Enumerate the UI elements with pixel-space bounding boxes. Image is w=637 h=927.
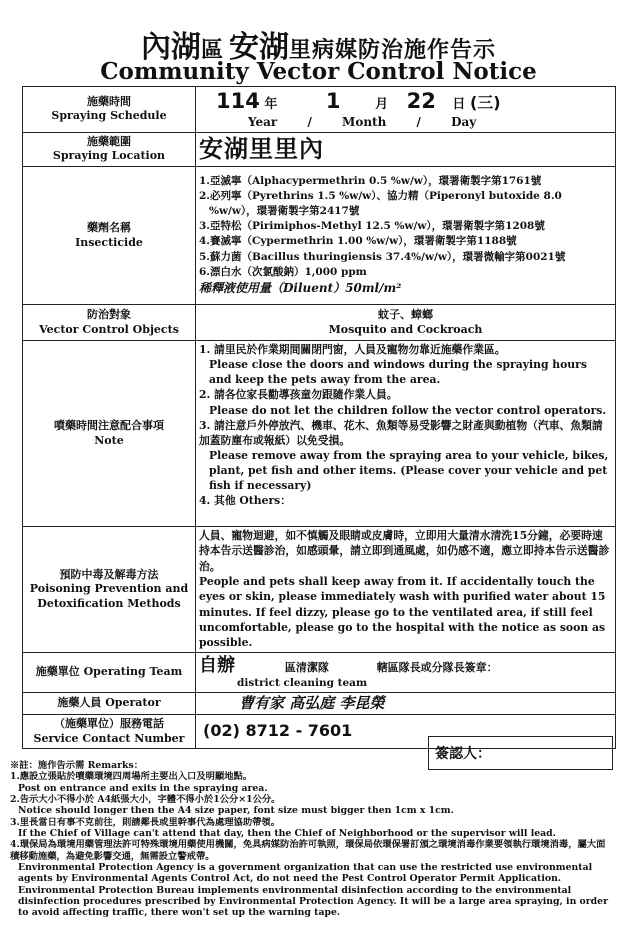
remark-4-cn: 4.環保局為環境用藥管理法許可特殊環境用藥使用機關，免具病媒防治許可執照，環保局依環保署訂頒之環境消毒作業要領執行環境消毒，屬大面積移動施藥，為避免影響交通，無需設立警戒帶。 [10,839,606,862]
poison-label [23,527,196,653]
poison-label-en2: Detoxification Methods [37,596,181,610]
note-2-cn: 2. 請各位家長勸導孩童勿跟隨作業人員。 [199,388,398,402]
day-en: Day [451,115,477,130]
operating-value-2: 轄區隊長或分隊長簽章： [376,660,498,674]
poison-en: People and pets shall keep away from it. If accidentally touch the eyes or skin, please immediately wash with purified water about 15 minutes. If feel dizzy, please go to the ventilated area, if still feel uncomfortable, please go to the hospital with the notice as soon as possible. [199,575,606,650]
poison-cn: 人員、寵物迴避，如不慎觸及眼睛或皮膚時，立即用大量清水清洗15分鐘，必要時速持本告示送醫診治，如感頭暈，請立即到通風處，如仍感不適，應立即持本告示送醫診治。 [199,529,610,573]
day-cn: 日 [452,97,466,112]
month-cn: 月 [375,97,389,112]
location-value [196,132,616,166]
schedule-label [23,87,196,133]
insecticide-label-en: Insecticide [75,235,143,249]
note-label-en: Note [94,433,124,447]
insecticide-label [23,167,196,305]
objects-value-en: Mosquito and Cockroach [328,322,483,336]
sep-2: / [416,115,421,130]
location-handwritten: 安湖里里內 [199,134,324,163]
sep-1: / [307,115,312,130]
signature-label: 簽認人： [435,746,491,762]
operating-handwritten: 自辦 [199,654,235,676]
village-handwritten: 安湖 [229,30,290,65]
operator-value [196,692,616,715]
notice-title-cn: 里病媒防治施作告示 [289,37,497,63]
insecticide-item: 1.亞滅寧（Alphacypermethrin 0.5 %w/w），環署衛製字第1761號 [199,174,542,187]
remark-4-en: Environmental Protection Agency is a government organization that can use the restricted use environmental agents by Environmental Agents Control Act, do not need the Pest Control Operator Permit Application. Environmental Protection Bureau implements environmental disinfection according to the environmental disinfection procedures prescribed by Environmental Protection Agency. It will be a large area spraying, in order to avoid affecting traffic, there won't set up the warning tape. [18,861,608,919]
location-row [23,132,616,166]
year-handwritten: 114 [216,89,260,113]
note-4: 4. 其他 Others： [199,494,292,508]
poison-row [23,527,616,653]
note-3-cn: 3. 請注意戶外停放汽、機車、花木、魚類等易受影響之財產與動植物（汽車、魚類請加蓋防塵布或報紙）以免受損。 [199,418,603,447]
notice-table [22,86,616,749]
operating-value [196,652,616,692]
note-label [23,341,196,527]
month-handwritten: 1 [325,89,341,113]
note-label-cn: 噴藥時間注意配合事項 [54,419,164,433]
operating-value-en: district cleaning team [237,677,368,690]
schedule-label-en: Spraying Schedule [51,109,167,123]
contact-label-en: Service Contact Number [33,731,185,745]
operating-value-1: 區清潔隊 [284,660,329,674]
remarks-title: ※註：施作告示需 Remarks： [10,760,143,771]
operator-names-handwritten: 曹有家 高弘庭 李昆榮 [239,693,385,712]
objects-value [196,305,616,341]
weekday-handwritten: (三) [469,93,501,112]
insecticide-item: %w/w），環署衛製字第2417號 [209,205,360,218]
schedule-value [196,87,616,133]
insecticide-item: 5.蘇力菌（Bacillus thuringiensis 37.4%/w/w），環署微輸字第0021號 [199,250,566,263]
note-3-en: Please remove away from the spraying area to your vehicle, bikes, plant, pet fish and other items. (Please cover your vehicle and pet fish if necessary) [209,448,609,493]
day-handwritten: 22 [406,89,436,113]
remarks-section [10,760,610,919]
poison-label-en1: Poisoning Prevention and [29,582,189,596]
operator-row [23,692,616,715]
insecticide-item: 6.漂白水（次氯酸鈉）1,000 ppm [199,265,367,278]
note-row [23,341,616,527]
location-label [23,132,196,166]
location-label-cn: 施藥範圍 [87,135,131,149]
poison-label-cn: 預防中毒及解毒方法 [59,567,159,581]
objects-value-cn: 蚊子、蟑螂 [378,308,433,322]
note-2-en: Please do not let the children follow the vector control operators. [209,403,607,417]
year-en: Year [248,115,278,130]
remark-2-cn: 2.告示大小不得小於 A4紙張大小，字體不得小於1公分×1公分。 [10,793,281,805]
operating-label: 施藥單位 Operating Team [23,652,196,692]
note-value [196,341,616,527]
insecticide-item: 2.必列寧（Pyrethrins 1.5 %w/w）、協力精（Piperonyl butoxide 8.0 [199,189,562,202]
schedule-row [23,87,616,133]
poison-value [196,527,616,653]
note-1-en: Please close the doors and windows during the spraying hours and keep the pets away from the area. [209,358,587,387]
diluent-amount: 稀釋液使用量（Diluent）50ml/m² [199,281,402,296]
insecticide-item: 3.亞特松（Pirimiphos-Methyl 12.5 %w/w），環署衛製字第1208號 [199,220,545,233]
objects-label-en: Vector Control Objects [39,322,179,336]
district-handwritten: 內湖 [140,30,201,65]
objects-label-cn: 防治對象 [87,308,131,322]
contact-label [23,715,196,749]
operator-label: 施藥人員 Operator [23,692,196,715]
remark-2-en: Notice should longer then the A4 size paper, font size must bigger then 1cm x 1cm. [18,805,454,817]
insecticide-item: 4.賽滅寧（Cypermethrin 1.00 %w/w），環署衛製字第1188號 [199,235,517,248]
contact-label-cn: （施藥單位）服務電話 [54,717,164,731]
insecticide-list [196,167,616,305]
objects-row [23,305,616,341]
location-label-en: Spraying Location [52,149,166,163]
month-en: Month [342,115,387,130]
insecticide-label-cn: 藥劑名稱 [87,221,131,235]
year-cn: 年 [264,97,278,112]
insecticide-row [23,167,616,305]
remark-1-cn: 1.應設立張貼於噴藥環境四周場所主要出入口及明顯地點。 [10,771,253,783]
schedule-label-cn: 施藥時間 [87,95,131,109]
notice-title-en: Community Vector Control Notice [100,58,537,85]
remark-1-en: Post on entrance and exits in the spraying area. [18,782,268,794]
note-1-cn: 1. 請里民於作業期間關閉門窗，人員及寵物勿靠近施藥作業區。 [199,343,506,357]
district-suffix: 區 [200,37,224,63]
remark-3-cn: 3.里長當日有事不克前往，則請鄰長或里幹事代為處理協助帶領。 [10,816,281,828]
remark-3-en: If the Chief of Village can't attend that day, then the Chief of Neighborhood or the supervisor will lead. [18,827,556,839]
phone-handwritten: (02) 8712 - 7601 [203,721,353,741]
objects-label [23,305,196,341]
operating-row [23,652,616,692]
